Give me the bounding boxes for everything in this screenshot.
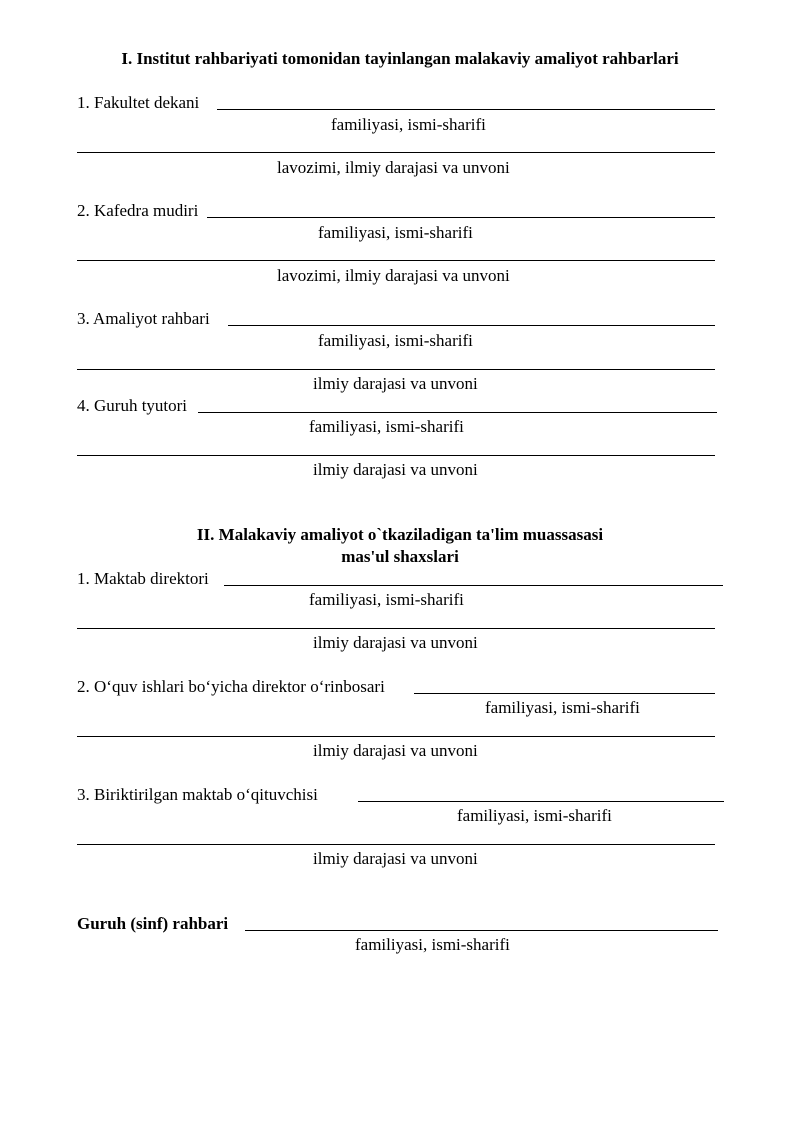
deputy-director-label: 2. O‘quv ishlari bo‘yicha direktor o‘rinbosari [77,677,385,696]
group-tutor-degree-caption: ilmiy darajasi va unvoni [313,460,478,479]
group-leader-name-caption: familiyasi, ismi-sharifi [355,935,510,954]
practice-supervisor-degree-line[interactable] [77,369,715,370]
department-head-name-caption: familiyasi, ismi-sharifi [318,223,473,242]
school-director-label: 1. Maktab direktori [77,569,209,588]
group-leader-name-line[interactable] [245,930,718,931]
dean-position-line[interactable] [77,152,715,153]
school-director-name-caption: familiyasi, ismi-sharifi [309,590,464,609]
department-head-label: 2. Kafedra mudiri [77,201,199,220]
assigned-teacher-degree-line[interactable] [77,844,715,845]
dean-position-caption: lavozimi, ilmiy darajasi va unvoni [277,158,510,177]
practice-supervisor-degree-caption: ilmiy darajasi va unvoni [313,374,478,393]
dean-name-line[interactable] [217,109,715,110]
practice-supervisor-name-caption: familiyasi, ismi-sharifi [318,331,473,350]
department-head-name-line[interactable] [207,217,715,218]
school-director-degree-caption: ilmiy darajasi va unvoni [313,633,478,652]
practice-supervisor-name-line[interactable] [228,325,715,326]
school-director-name-line[interactable] [224,585,723,586]
practice-supervisor-label: 3. Amaliyot rahbari [77,309,210,328]
section2-title-line1: II. Malakaviy amaliyot o`tkaziladigan ta'lim muassasasi [196,525,604,544]
dean-label: 1. Fakultet dekani [77,93,200,112]
assigned-teacher-name-caption: familiyasi, ismi-sharifi [457,806,612,825]
group-tutor-name-caption: familiyasi, ismi-sharifi [309,417,464,436]
deputy-director-degree-caption: ilmiy darajasi va unvoni [313,741,478,760]
section2-title-line2: mas'ul shaxslari [341,547,459,566]
deputy-director-name-caption: familiyasi, ismi-sharifi [485,698,640,717]
group-tutor-degree-line[interactable] [77,455,715,456]
assigned-teacher-label: 3. Biriktirilgan maktab o‘qituvchisi [77,785,318,804]
group-tutor-name-line[interactable] [198,412,717,413]
assigned-teacher-name-line[interactable] [358,801,724,802]
deputy-director-name-line[interactable] [414,693,715,694]
group-tutor-label: 4. Guruh tyutori [77,396,188,415]
dean-name-caption: familiyasi, ismi-sharifi [331,115,486,134]
section1-title: I. Institut rahbariyati tomonidan tayinlangan malakaviy amaliyot rahbarlari [121,49,679,68]
school-director-degree-line[interactable] [77,628,715,629]
assigned-teacher-degree-caption: ilmiy darajasi va unvoni [313,849,478,868]
department-head-position-caption: lavozimi, ilmiy darajasi va unvoni [277,266,510,285]
deputy-director-degree-line[interactable] [77,736,715,737]
department-head-position-line[interactable] [77,260,715,261]
group-leader-label: Guruh (sinf) rahbari [77,914,229,933]
